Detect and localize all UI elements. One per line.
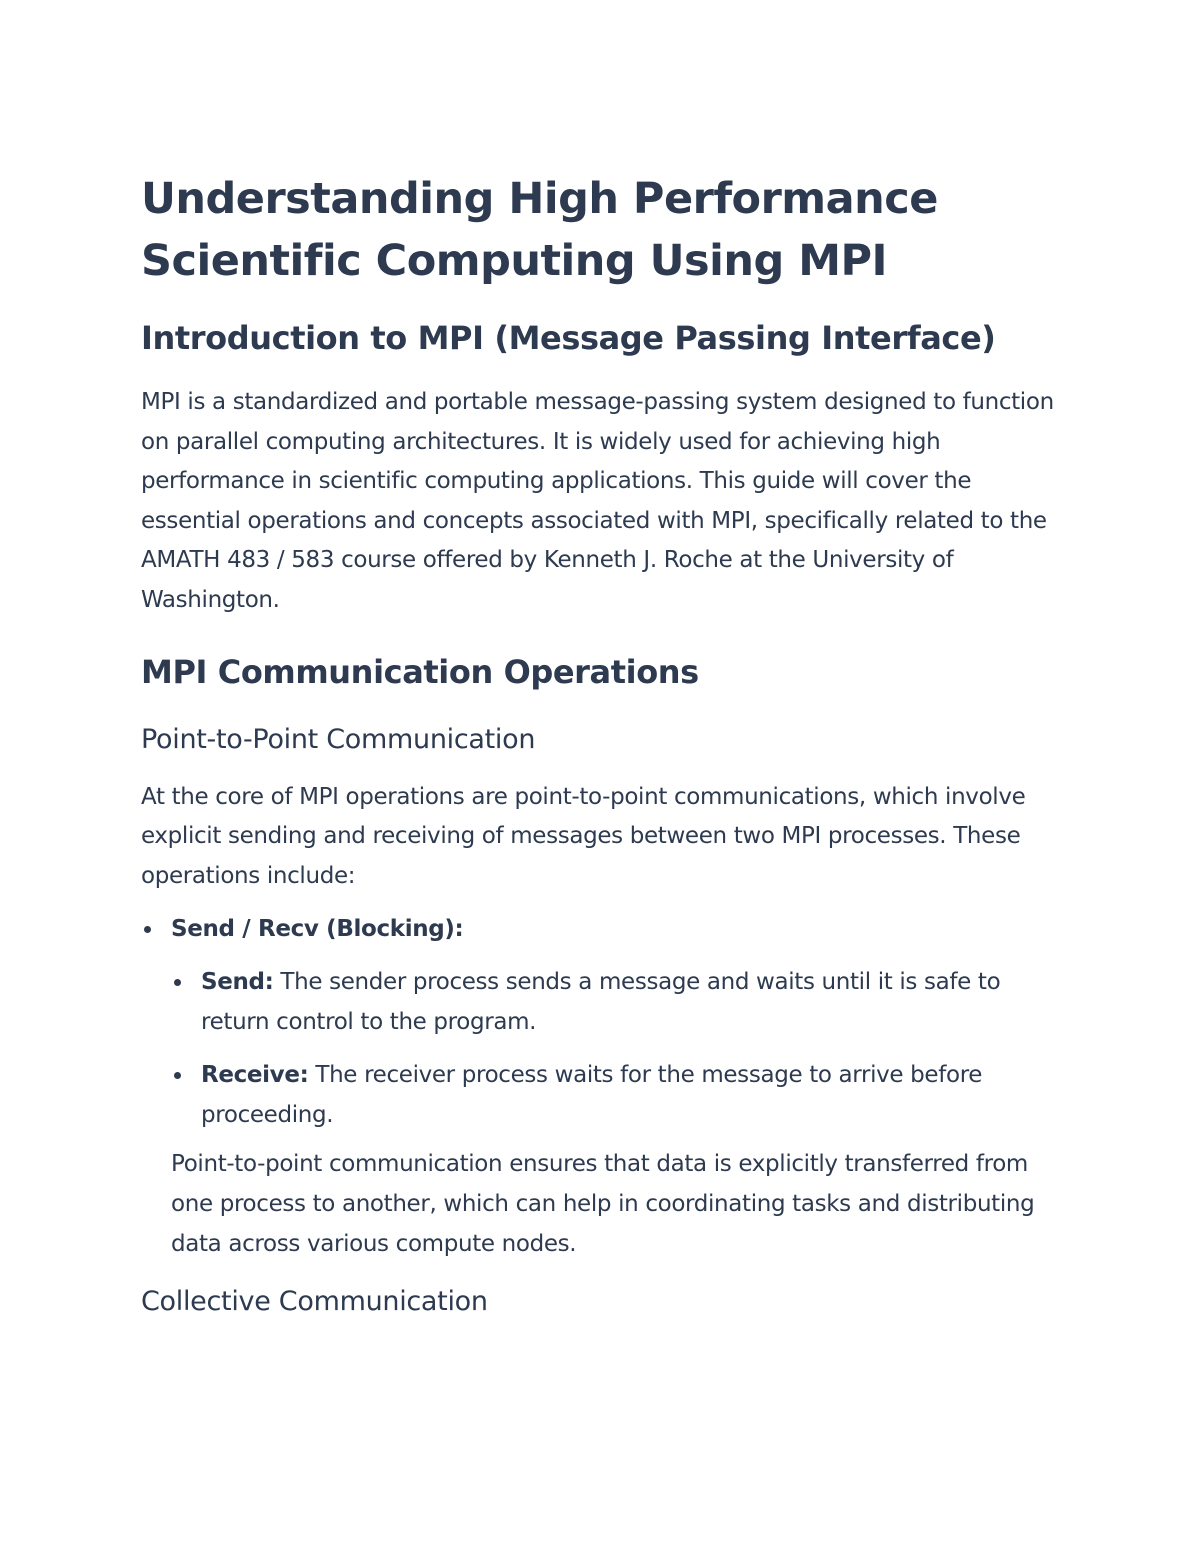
document-page bbox=[141, 168, 1061, 1321]
list-item-send-recv bbox=[141, 910, 1061, 1135]
bullet-icon bbox=[174, 979, 181, 986]
title-line-1: Understanding High Performance bbox=[141, 174, 938, 224]
receive-text: The receiver process waits for the message to arrive before proceeding. bbox=[201, 1062, 983, 1128]
p2p-heading: Point-to-Point Communication bbox=[141, 723, 536, 755]
comm-ops-heading: MPI Communication Operations bbox=[141, 652, 699, 691]
bullet-icon bbox=[144, 926, 151, 933]
bullet-icon bbox=[174, 1072, 181, 1079]
send-recv-sublist bbox=[171, 963, 1061, 1135]
send-label: Send: bbox=[201, 968, 274, 995]
collective-heading: Collective Communication bbox=[141, 1286, 488, 1318]
intro-heading: Introduction to MPI (Message Passing Interface) bbox=[141, 319, 996, 357]
list-item-receive bbox=[171, 1056, 1061, 1135]
intro-paragraph: MPI is a standardized and portable message-passing system designed to function on parallel computing architectures. It is widely used for achieving high performance in scientific computing applications. This guide will cover the essential operations and concepts associated with MPI, specifically related to the AMATH 483 / 583 course offered by Kenneth J. Roche at the University of Washington. bbox=[141, 389, 1054, 613]
title-line-2: Scientific Computing Using MPI bbox=[141, 236, 888, 286]
receive-label: Receive: bbox=[201, 1062, 309, 1089]
p2p-paragraph: At the core of MPI operations are point-to-point communications, which involve explicit sending and receiving of messages between two MPI processes. These operations include: bbox=[141, 783, 1026, 889]
send-text: The sender process sends a message and waits until it is safe to return control to the program. bbox=[201, 968, 1001, 1035]
document-title bbox=[141, 168, 1061, 292]
p2p-operations-list bbox=[141, 910, 1061, 1135]
list-item-send bbox=[171, 963, 1061, 1042]
send-recv-label: Send / Recv (Blocking): bbox=[171, 916, 464, 943]
p2p-follow-paragraph: Point-to-point communication ensures that data is explicitly transferred from one process to another, which can help in coordinating tasks and distributing data across various compute nodes. bbox=[171, 1151, 1035, 1257]
